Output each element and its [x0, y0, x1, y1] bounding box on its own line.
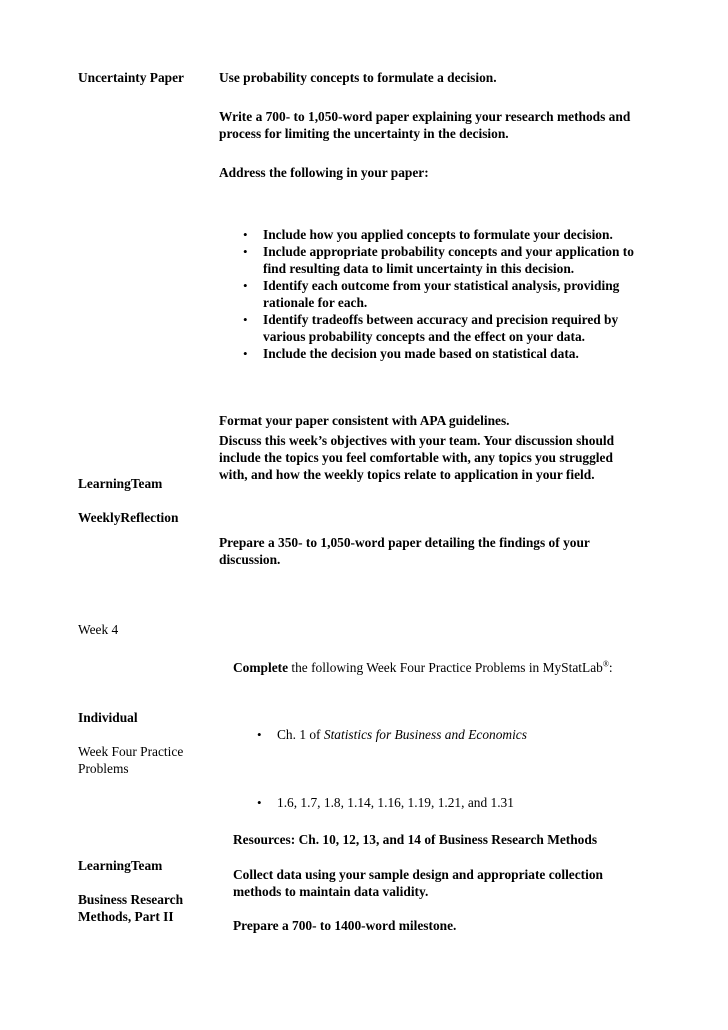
registered-mark: ®	[602, 659, 609, 669]
reflection-prepare-line-2: discussion.	[219, 552, 281, 567]
brm-collect-line-2: methods to maintain data validity.	[233, 884, 429, 899]
label-business-research-2: Methods, Part II	[78, 909, 174, 924]
uncertainty-intro: Use probability concepts to formulate a decision.	[219, 70, 497, 85]
bullet-icon: •	[243, 278, 248, 293]
bullet-item: Include how you applied concepts to formulate your decision.	[263, 227, 613, 242]
bullet-item-continued: rationale for each.	[263, 295, 368, 310]
week4-book-title: Statistics for Business and Economics	[323, 727, 527, 742]
brm-prepare: Prepare a 700- to 1400-word milestone.	[233, 918, 457, 933]
week4-complete-rest: the following Week Four Practice Problems in MyStatLab	[288, 660, 603, 675]
reflection-line-2: include the topics you feel comfortable with, any topics you struggled	[219, 450, 613, 465]
bullet-item-continued: find resulting data to limit uncertainty in this decision.	[263, 261, 575, 276]
label-weekly-reflection: WeeklyReflection	[78, 510, 179, 525]
week4-problems-item: 1.6, 1.7, 1.8, 1.14, 1.16, 1.19, 1.21, and 1.31	[277, 795, 514, 810]
brm-resources: Resources: Ch. 10, 12, 13, and 14 of Business Research Methods	[233, 832, 598, 847]
bullet-item: Identify tradeoffs between accuracy and precision required by	[263, 312, 619, 327]
bullet-icon: •	[243, 346, 248, 361]
reflection-line-1: Discuss this week’s objectives with your team. Your discussion should	[219, 433, 615, 448]
brm-collect-line-1: Collect data using your sample design and appropriate collection	[233, 867, 604, 882]
label-business-research-1: Business Research	[78, 892, 184, 907]
label-week-4: Week 4	[78, 622, 119, 637]
uncertainty-address: Address the following in your paper:	[219, 165, 429, 180]
uncertainty-format: Format your paper consistent with APA guidelines.	[219, 413, 510, 428]
label-week-four-practice-1: Week Four Practice	[78, 744, 184, 759]
week4-complete-line	[233, 659, 613, 676]
bullet-icon: •	[243, 227, 248, 242]
label-learning-team: LearningTeam	[78, 476, 163, 491]
week4-chapter-item	[277, 726, 527, 743]
reflection-line-3: with, and how the weekly topics relate to application in your field.	[219, 467, 595, 482]
week4-colon: :	[608, 660, 613, 675]
label-individual: Individual	[78, 710, 138, 725]
bullet-icon: •	[243, 244, 248, 259]
uncertainty-write-line-1: Write a 700- to 1,050-word paper explaining your research methods and	[219, 109, 631, 124]
bullet-item: Include appropriate probability concepts and your application to	[263, 244, 634, 259]
bullet-icon: •	[257, 795, 262, 810]
week4-complete-bold: Complete	[233, 660, 289, 675]
bullet-icon: •	[243, 312, 248, 327]
bullet-icon: •	[257, 727, 262, 742]
label-uncertainty-paper: Uncertainty Paper	[78, 70, 184, 85]
week4-chapter-prefix: Ch. 1 of	[277, 727, 324, 742]
bullet-item: Identify each outcome from your statistical analysis, providing	[263, 278, 620, 293]
label-week-four-practice-2: Problems	[78, 761, 129, 776]
bullet-item: Include the decision you made based on statistical data.	[263, 346, 579, 361]
label-learning-team-2: LearningTeam	[78, 858, 163, 873]
uncertainty-write-line-2: process for limiting the uncertainty in the decision.	[219, 126, 509, 141]
bullet-item-continued: various probability concepts and the effect on your data.	[263, 329, 586, 344]
reflection-prepare-line-1: Prepare a 350- to 1,050-word paper detailing the findings of your	[219, 535, 590, 550]
